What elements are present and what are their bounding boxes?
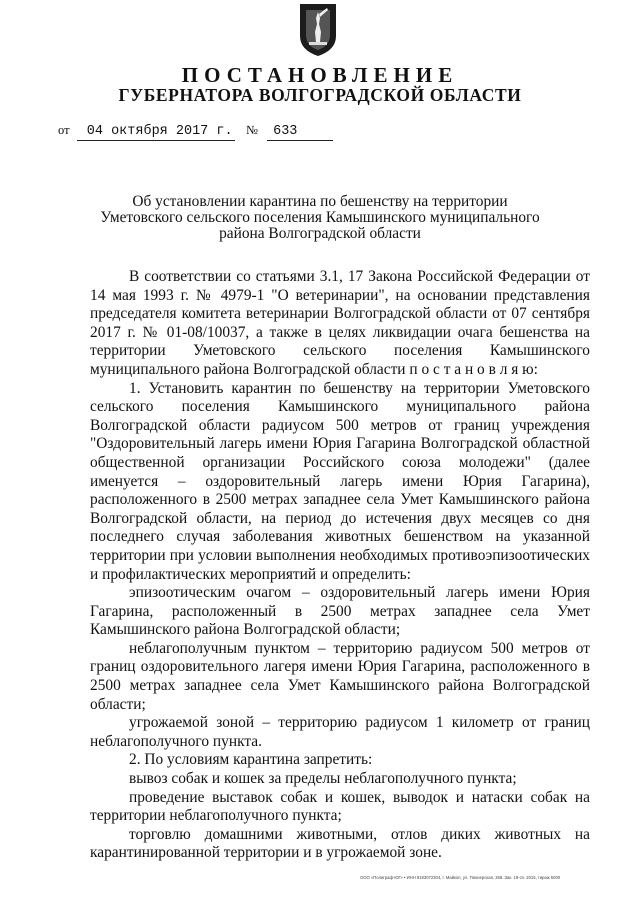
document-issuer: ГУБЕРНАТОРА ВОЛГОГРАДСКОЙ ОБЛАСТИ xyxy=(118,85,522,105)
document-title: ПОСТАНОВЛЕНИЕ xyxy=(181,63,459,87)
coat-of-arms-emblem xyxy=(297,2,339,58)
ban-trade-paragraph: торговлю домашними животными, отлов диких животных на карантинированной территории и в угрожаемой зоне. xyxy=(90,825,590,862)
preamble-paragraph: В соответствии со статьями 3.1, 17 Закона Российской Федерации от 14 мая 1993 г. № 4979-1 "О ветеринарии", на основании представления председателя комитета ветеринарии Волгоградской области от 07 сентября 2017 г. № 01-08/10037, а также в целях ликвидации очага бешенства на территории Уметовского сельского поселения Камышинского муниципального района Волгоградской области п о с т а н о в л я ю: xyxy=(90,268,590,378)
document-number: 633 xyxy=(267,124,333,141)
document-subject: Об установлении карантина по бешенству на территории Уметовского сельского поселения Камышинского муниципального района Волгоградской области xyxy=(100,193,540,242)
item-1-paragraph: 1. Установить карантин по бешенству на территории Уметовского сельского поселения Камышинского муниципального района Волгоградской области радиусом 500 метров от границ учреждения "Оздоровительный лагерь имени Юрия Гагарина Волгоградской областной общественной организации Российского союза молодежи" (далее именуется – оздоровительный лагерь имени Юрия Гагарина), расположенного в 2500 метрах западнее села Умет Камышинского района Волгоградской области, на период до истечения двух месяцев со дня последнего случая заболевания животных бешенством на указанной территории при условии выполнения необходимых противоэпизоотических и профилактических мероприятий и определить: xyxy=(90,379,590,583)
threatened-zone-paragraph: угрожаемой зоной – территорию радиусом 1 километр от границ неблагополучного пункта. xyxy=(90,714,590,750)
item-2-paragraph: 2. По условиям карантина запретить: xyxy=(129,751,373,769)
number-label: № xyxy=(245,123,258,137)
from-label: от xyxy=(58,123,70,137)
epizootic-focus-paragraph: эпизоотическим очагом – оздоровительный лагерь имени Юрия Гагарина, расположенный в 2500 метрах западнее села Умет Камышинского района Волгоградской области; xyxy=(90,584,590,639)
document-date: 04 октября 2017 г. xyxy=(77,124,235,141)
printer-footer: ООО «Полиграф-ЮГ» • ИНН 9183072304, г. Майкоп, ул. Пионерская, 268. Зак. 19-сп. 2015, тираж 5000 xyxy=(360,875,561,880)
ban-export-paragraph: вывоз собак и кошек за пределы неблагополучного пункта; xyxy=(129,770,517,788)
document-date-number-line xyxy=(58,121,333,141)
unfavorable-point-paragraph: неблагополучным пунктом – территорию радиусом 500 метров от границ оздоровительного лагеря имени Юрия Гагарина, расположенного в 2500 метрах западнее села Умет Камышинского района Волгоградской области; xyxy=(90,639,590,713)
ban-exhibitions-paragraph: проведение выставок собак и кошек, выводок и натаски собак на территории неблагополучного пункта; xyxy=(90,788,590,825)
document-body xyxy=(90,268,590,863)
